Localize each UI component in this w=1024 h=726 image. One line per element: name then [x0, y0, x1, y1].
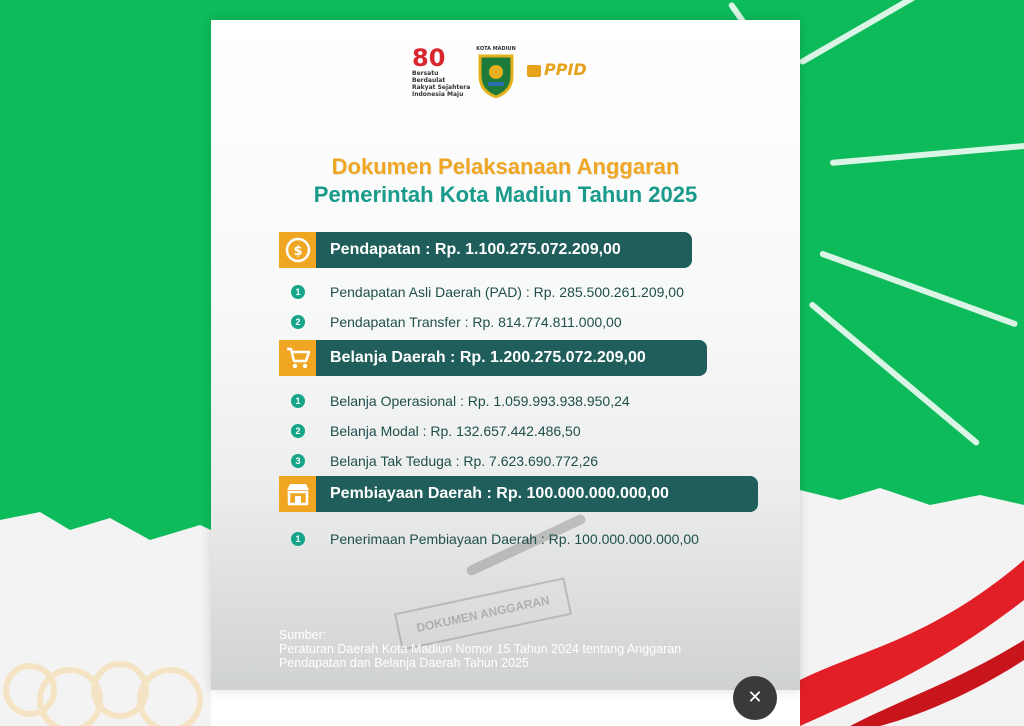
item-number-badge: 1	[291, 532, 305, 546]
logo-80-tagline-1: Bersatu Berdaulat	[412, 70, 446, 84]
item-text: Belanja Operasional : Rp. 1.059.993.938.950,24	[330, 393, 630, 409]
svg-text:$: $	[292, 244, 303, 259]
source-note	[279, 628, 749, 670]
cart-icon	[285, 346, 311, 370]
ppid-logo	[527, 60, 607, 79]
kota-caption: KOTA MADIUN	[476, 46, 516, 52]
item-number-badge: 1	[291, 285, 305, 299]
logo-80-number: 80	[412, 44, 446, 72]
stamp-label: DOKUMEN ANGGARAN	[394, 577, 572, 650]
logo-row	[211, 46, 800, 106]
store-icon	[285, 482, 311, 506]
section-icon-box	[279, 340, 316, 376]
section-icon-box	[279, 476, 316, 512]
logo-80-tagline-3: Indonesia Maju	[412, 91, 464, 98]
item-text: Pendapatan Asli Daerah (PAD) : Rp. 285.500.261.209,00	[330, 284, 684, 300]
coin-icon	[285, 237, 311, 263]
section-icon-box	[279, 232, 316, 268]
close-icon: ✕	[747, 687, 763, 708]
close-button[interactable]	[733, 676, 777, 720]
title-line-2: Pemerintah Kota Madiun Tahun 2025	[313, 182, 698, 207]
item-number-badge: 2	[291, 424, 305, 438]
item-number-badge: 1	[291, 394, 305, 408]
item-text: Pendapatan Transfer : Rp. 814.774.811.000,00	[330, 314, 622, 330]
poster-title	[211, 153, 800, 209]
kota-madiun-emblem	[474, 46, 518, 102]
logo-80-tagline-2: Rakyat Sejahtera	[412, 84, 471, 91]
ppid-name: PPID	[544, 60, 587, 79]
source-text: Peraturan Daerah Kota Madiun Nomor 15 Tahun 2024 tentang Anggaran Pendapatan dan Belanja Daerah Tahun 2025	[279, 642, 682, 670]
section-heading: Belanja Daerah : Rp. 1.200.275.072.209,00	[316, 340, 707, 376]
shield-icon	[476, 52, 516, 98]
item-text: Penerimaan Pembiayaan Daerah : Rp. 100.000.000.000,00	[330, 531, 699, 547]
item-number-badge: 2	[291, 315, 305, 329]
section-heading: Pendapatan : Rp. 1.100.275.072.209,00	[316, 232, 692, 268]
ppid-mark-icon	[527, 65, 541, 77]
logo-80-years	[412, 46, 472, 98]
title-line-1: Dokumen Pelaksanaan Anggaran	[331, 154, 680, 179]
item-number-badge: 3	[291, 454, 305, 468]
item-text: Belanja Modal : Rp. 132.657.442.486,50	[330, 423, 581, 439]
budget-poster	[211, 20, 800, 690]
section-belanja	[279, 340, 709, 376]
section-pendapatan	[279, 232, 709, 268]
section-pembiayaan	[279, 476, 759, 512]
source-label: Sumber:	[279, 628, 327, 642]
section-heading: Pembiayaan Daerah : Rp. 100.000.000.000,00	[316, 476, 758, 512]
item-text: Belanja Tak Teduga : Rp. 7.623.690.772,26	[330, 453, 599, 469]
